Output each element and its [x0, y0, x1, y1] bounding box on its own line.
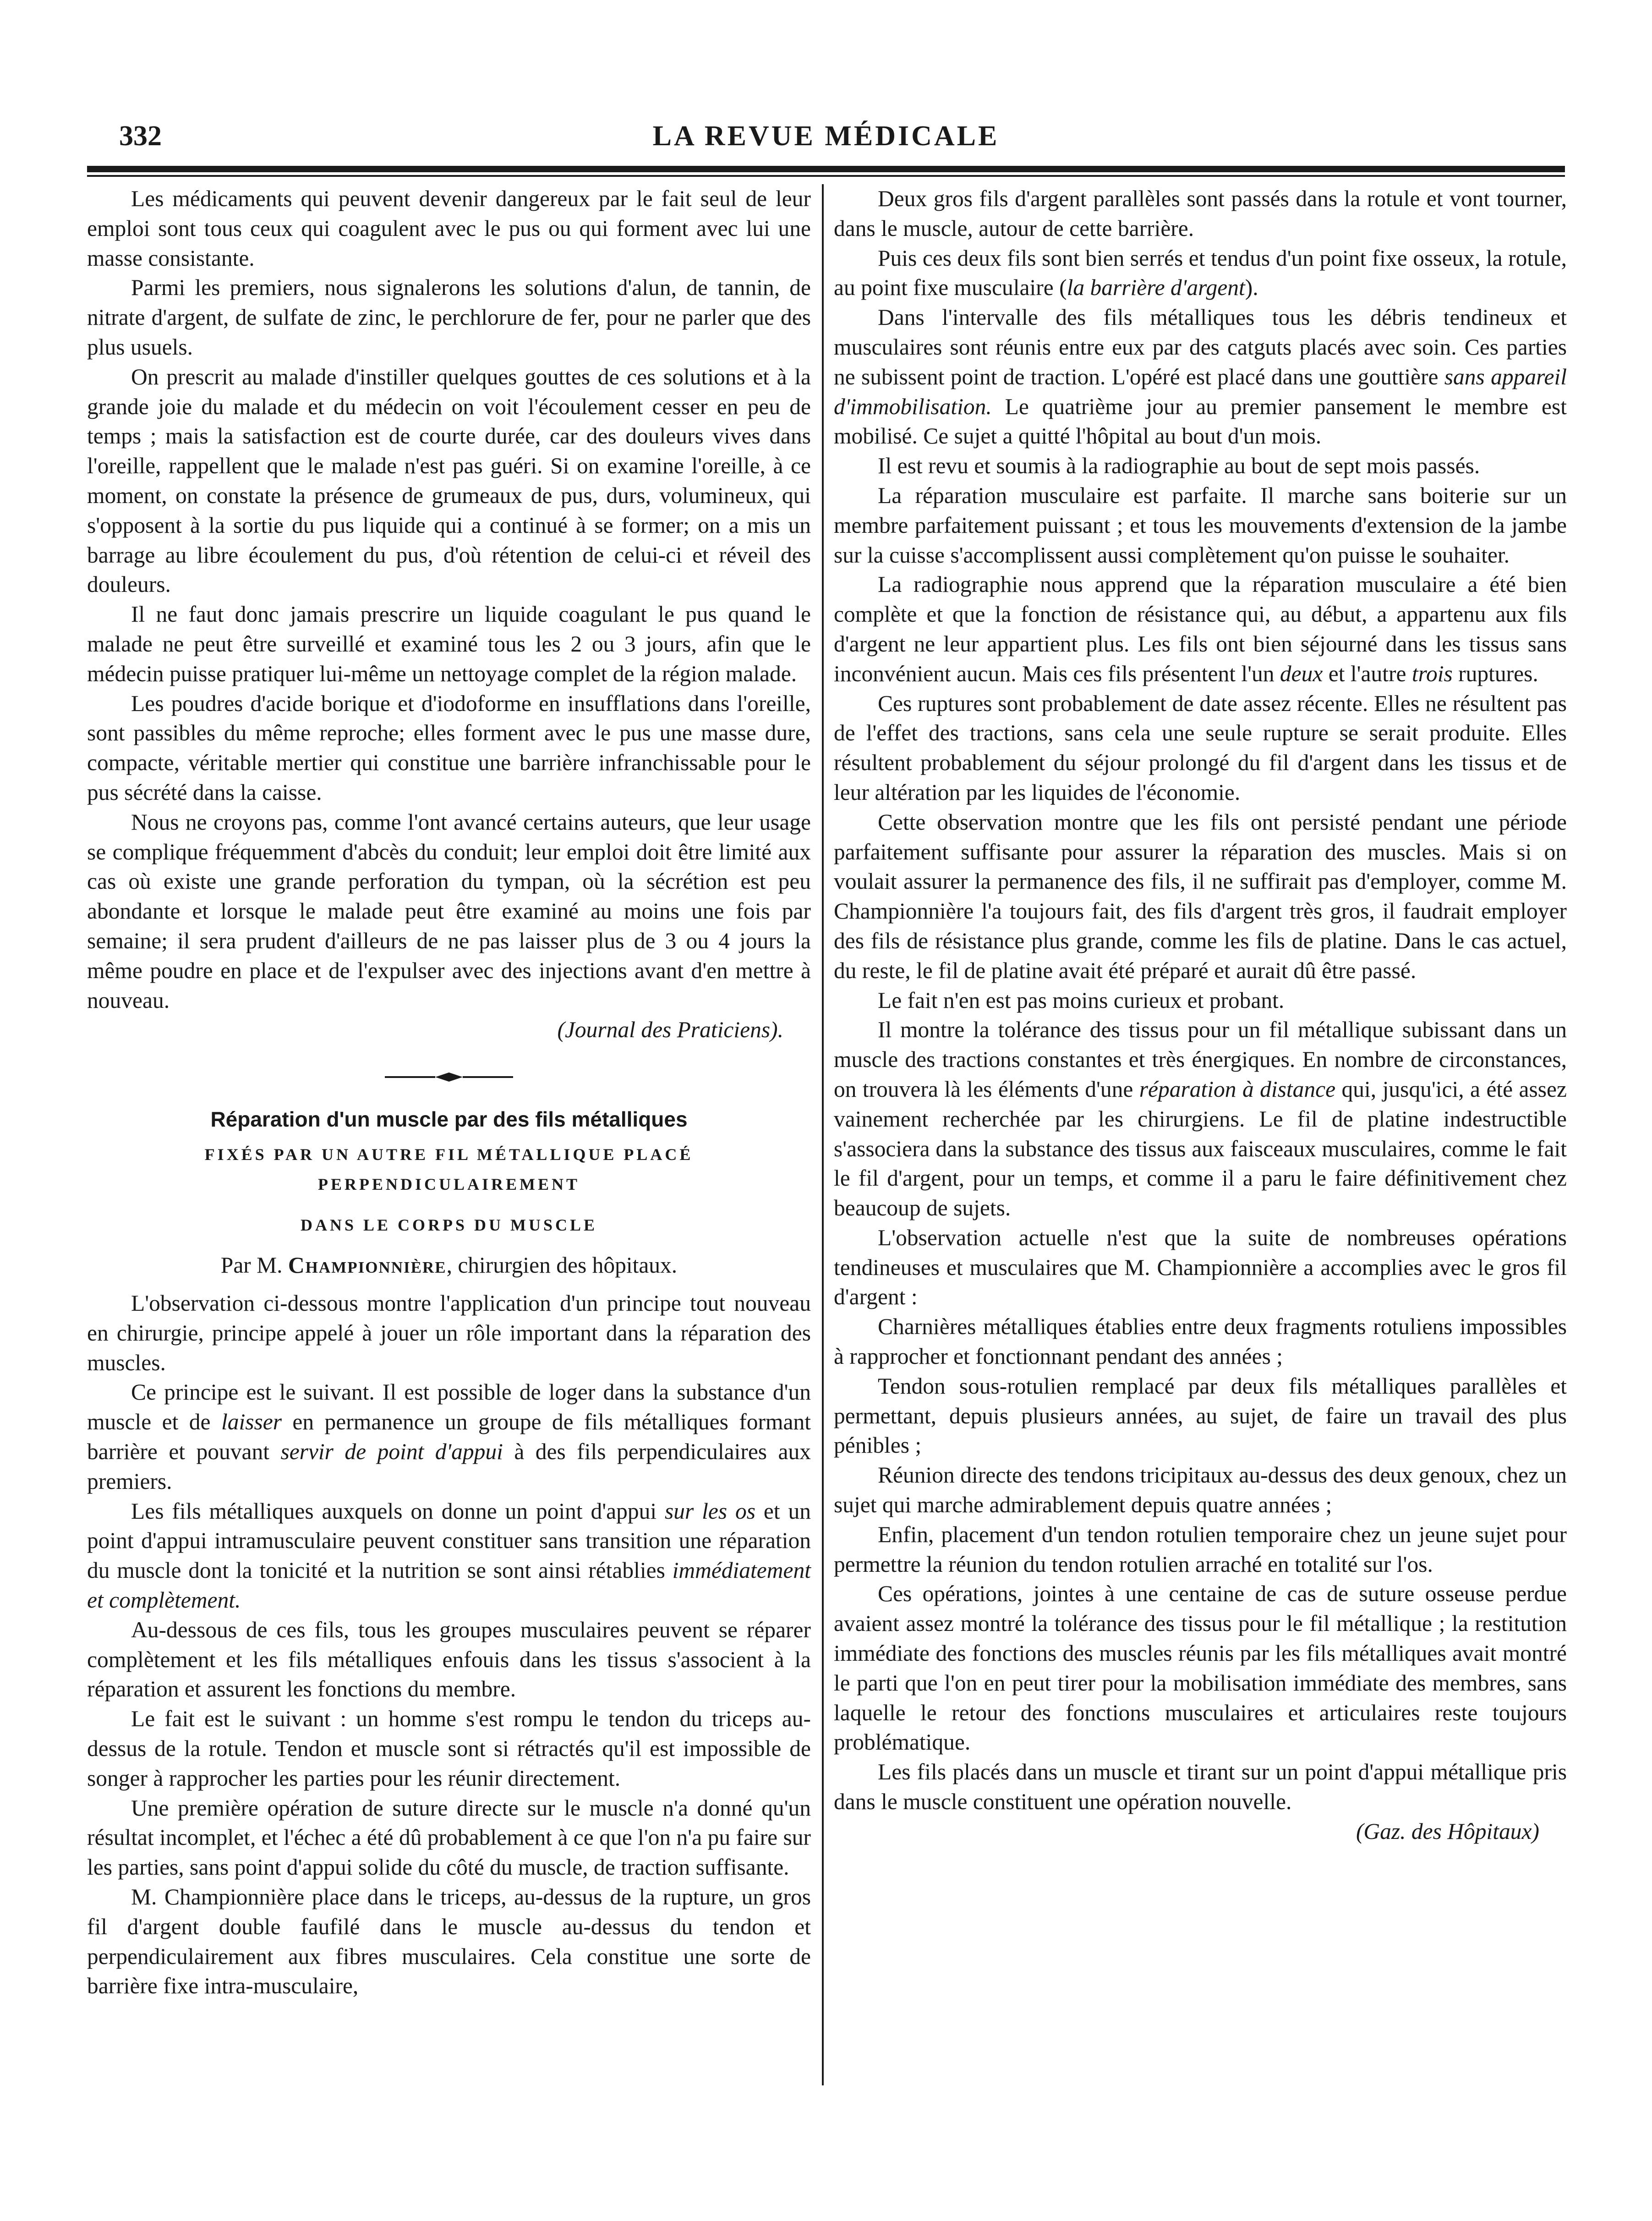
paragraph: Les médicaments qui peuvent devenir dangereux par le fait seul de leur emploi sont tous ceux qui coagulent avec le pus ou qui forment avec lui une masse consistante.	[87, 186, 811, 271]
paragraph: Ces ruptures sont probablement de date assez récente. Elles ne résultent pas de l'effet des tractions, sans cela une seule rupture se serait produite. Elles résultent probablement du séjour prolongé du fil d'argent dans les tissus et de leur altération par les liquides de l'économie.	[834, 690, 1567, 805]
paragraph: La réparation musculaire est parfaite. Il marche sans boiterie sur un membre parfaitement puissant ; et tous les mouvements d'extension de la jambe sur la cuisse s'accomplissent aussi complètement qu'on puisse le souhaiter.	[834, 482, 1567, 568]
paragraph: On prescrit au malade d'instiller quelques gouttes de ces solutions et à la grande joie du malade et du médecin on voit l'écoulement cesser en peu de temps ; mais la satisfaction est de courte durée, car des douleurs vives dans l'oreille, rappellent que le malade n'est pas guéri. Si on examine l'oreille, à ce moment, on constate la présence de grumeaux de pus, durs, volumineux, qui s'opposent à la sortie du pus liquide qui a continué à se former; on a mis un barrage au libre écoulement du pus, d'où rétention de celui-ci et réveil des douleurs.	[87, 364, 811, 597]
source-citation: (Gaz. des Hôpitaux)	[1356, 1818, 1539, 1844]
paragraph: Ce principe est le suivant. Il est possible de loger dans la substance d'un muscle et de laisser en permanence un groupe de fils métalliques formant barrière et pouvant servir de point d'appui à des fils perpendiculaires aux premiers.	[87, 1379, 811, 1494]
byline-prefix: Par M.	[220, 1253, 283, 1278]
paragraph: L'observation ci-dessous montre l'application d'un principe tout nouveau en chirurgie, principe appelé à jouer un rôle important dans la réparation des muscles.	[87, 1291, 811, 1375]
paragraph: Le fait n'en est pas moins curieux et probant.	[878, 987, 1285, 1013]
paragraph: M. Championnière place dans le triceps, au-dessus de la rupture, un gros fil d'argent double faufilé dans le muscle au-dessus du tendon et perpendiculairement aux fibres musculaires. Cela constitue une sorte de barrière fixe intra-musculaire,	[87, 1884, 811, 1999]
paragraph: Au-dessous de ces fils, tous les groupes musculaires peuvent se réparer complètement et les fils métalliques enfouis dans les tissus s'associent à la réparation et assurent les fonctions du membre.	[87, 1617, 811, 1702]
paragraph: Cette observation montre que les fils ont persisté pendant une période parfaitement suffisante pour assurer la réparation des muscles. Mais si on voulait assurer la permanence des fils, il ne suffirait pas d'employer, comme M. Championnière l'a toujours fait, des fils d'argent très gros, il faudrait employer des fils de résistance plus grande, comme les fils de platine. Dans le cas actuel, du reste, le fil de platine avait été préparé et aurait dû être passé.	[834, 809, 1567, 983]
page-number: 332	[119, 120, 162, 152]
paragraph: Il montre la tolérance des tissus pour un fil métallique subissant dans un muscle des tractions constantes et très énergiques. En nombre de circonstances, on trouvera là les éléments d'une réparation à distance qui, jusqu'ici, a été assez vainement recherchée par les chirurgiens. Le fil de platine indestructible s'associera dans la substance des tissus aux faisceaux musculaires, comme le fait le fil d'argent, pour un temps, et comme il a paru le faire définitivement chez beaucoup de sujets.	[834, 1017, 1567, 1221]
page-header	[87, 120, 1565, 166]
left-column	[87, 184, 811, 2001]
paragraph: La radiographie nous apprend que la réparation musculaire a été bien complète et que la fonction de résistance qui, au début, a appartenu aux fils d'argent ne leur appartient plus. Les fils ont bien séjourné dans les tissus sans inconvénient aucun. Mais ces fils présentent l'un deux et l'autre trois ruptures.	[834, 572, 1567, 686]
article-title: Réparation d'un muscle par des fils métalliques	[210, 1107, 688, 1132]
list-item: Charnières métalliques établies entre deux fragments rotuliens impossibles à rapprocher et fonctionnant pendant des années ;	[834, 1314, 1567, 1369]
paragraph: Une première opération de suture directe sur le muscle n'a donné qu'un résultat incomplet, et l'échec a été dû probablement à ce que l'on n'a pu faire sur les parties, sans point d'appui solide du côté du muscle, de traction suffisante.	[87, 1795, 811, 1880]
article-subtitle-line2: DANS LE CORPS DU MUSCLE	[300, 1215, 598, 1234]
paragraph: Les fils métalliques auxquels on donne un point d'appui sur les os et un point d'appui intramusculaire peuvent constituer sans transition une réparation du muscle dont la tonicité et la nutrition se sont ainsi rétablies immédiatement et complètement.	[87, 1498, 811, 1613]
column-divider	[822, 184, 824, 2085]
paragraph: Deux gros fils d'argent parallèles sont passés dans la rotule et vont tourner, dans le muscle, autour de cette barrière.	[834, 186, 1567, 241]
right-column	[834, 184, 1567, 1847]
paragraph: Il ne faut donc jamais prescrire un liquide coagulant le pus quand le malade ne peut être surveillé et examiné tous les 2 ou 3 jours, afin que le médecin puisse pratiquer lui-même un nettoyage complet de la région malade.	[87, 602, 811, 686]
list-item: Réunion directe des tendons tricipitaux au-dessus des deux genoux, chez un sujet qui marche admirablement depuis quatre années ;	[834, 1462, 1567, 1518]
header-rule	[87, 166, 1565, 172]
ornament-icon	[380, 1070, 518, 1084]
paragraph: L'observation actuelle n'est que la suite de nombreuses opérations tendineuses et musculaires que M. Championnière a accomplies avec le gros fil d'argent :	[834, 1225, 1567, 1310]
paragraph: Ces opérations, jointes à une centaine de cas de suture osseuse perdue avaient assez montré la tolérance des tissus pour le fil métallique ; la restitution immédiate des fonctions des muscles réunis par les fils métalliques avait montré le parti que l'on en peut tirer pour la mobilisation immédiate des membres, sans laquelle le retour des fonctions musculaires et articulaires reste toujours problématique.	[834, 1581, 1567, 1755]
list-item: Enfin, placement d'un tendon rotulien temporaire chez un jeune sujet pour permettre la réunion du tendon rotulien arraché en totalité sur l'os.	[834, 1521, 1567, 1577]
list-item: Tendon sous-rotulien remplacé par deux fils métalliques parallèles et permettant, depuis plusieurs années, au sujet, de faire un travail des plus pénibles ;	[834, 1373, 1567, 1458]
byline-suffix: , chirurgien des hôpitaux.	[446, 1253, 678, 1278]
paragraph: Parmi les premiers, nous signalerons les solutions d'alun, de tannin, de nitrate d'argent, de sulfate de zinc, le perchlorure de fer, pour ne parler que des plus usuels.	[87, 275, 811, 360]
paragraph: Les poudres d'acide borique et d'iodoforme en insufflations dans l'oreille, sont passibles du même reproche; elles forment avec le pus une masse dure, compacte, véritable mertier qui constitue une barrière infranchissable pour le pus sécrété dans la caisse.	[87, 690, 811, 805]
header-rule-thin	[87, 175, 1565, 177]
journal-title: LA REVUE MÉDICALE	[652, 120, 1000, 152]
article-subtitle: FIXÉS PAR UN AUTRE FIL MÉTALLIQUE PLACÉ PERPENDICULAIREMENT	[204, 1145, 694, 1193]
paragraph: Le fait est le suivant : un homme s'est rompu le tendon du triceps au-dessus de la rotule. Tendon et muscle sont si rétractés qu'il est impossible de songer à rapprocher les parties pour les réunir directement.	[87, 1706, 811, 1791]
paragraph: Puis ces deux fils sont bien serrés et tendus d'un point fixe osseux, la rotule, au point fixe musculaire (la barrière d'argent).	[834, 245, 1567, 301]
paragraph: Nous ne croyons pas, comme l'ont avancé certains auteurs, que leur usage se complique fréquemment d'abcès du conduit; leur emploi doit être limité aux cas où existe une grande perforation du tympan, où la sécrétion est peu abondante et lorsque le malade peut être examiné au moins une fois par semaine; il sera prudent d'ailleurs de ne pas laisser plus de 3 ou 4 jours la même poudre en place et de l'expulser avec des injections avant d'en mettre à nouveau.	[87, 809, 811, 1013]
section-ornament	[87, 1063, 811, 1091]
byline-author: Championnière	[288, 1253, 447, 1278]
paragraph: Dans l'intervalle des fils métalliques tous les débris tendineux et musculaires sont réunis entre eux par des catguts placés avec soin. Ces parties ne subissent point de traction. L'opéré est placé dans une gouttière sans appareil d'immobilisation. Le quatrième jour au premier pansement le membre est mobilisé. Ce sujet a quitté l'hôpital au bout d'un mois.	[834, 305, 1567, 449]
byline	[87, 1251, 811, 1280]
source-citation: (Journal des Praticiens).	[557, 1017, 783, 1043]
paragraph: Les fils placés dans un muscle et tirant sur un point d'appui métallique pris dans le muscle constituent une opération nouvelle.	[834, 1759, 1567, 1815]
paragraph: Il est revu et soumis à la radiographie au bout de sept mois passés.	[878, 453, 1480, 479]
